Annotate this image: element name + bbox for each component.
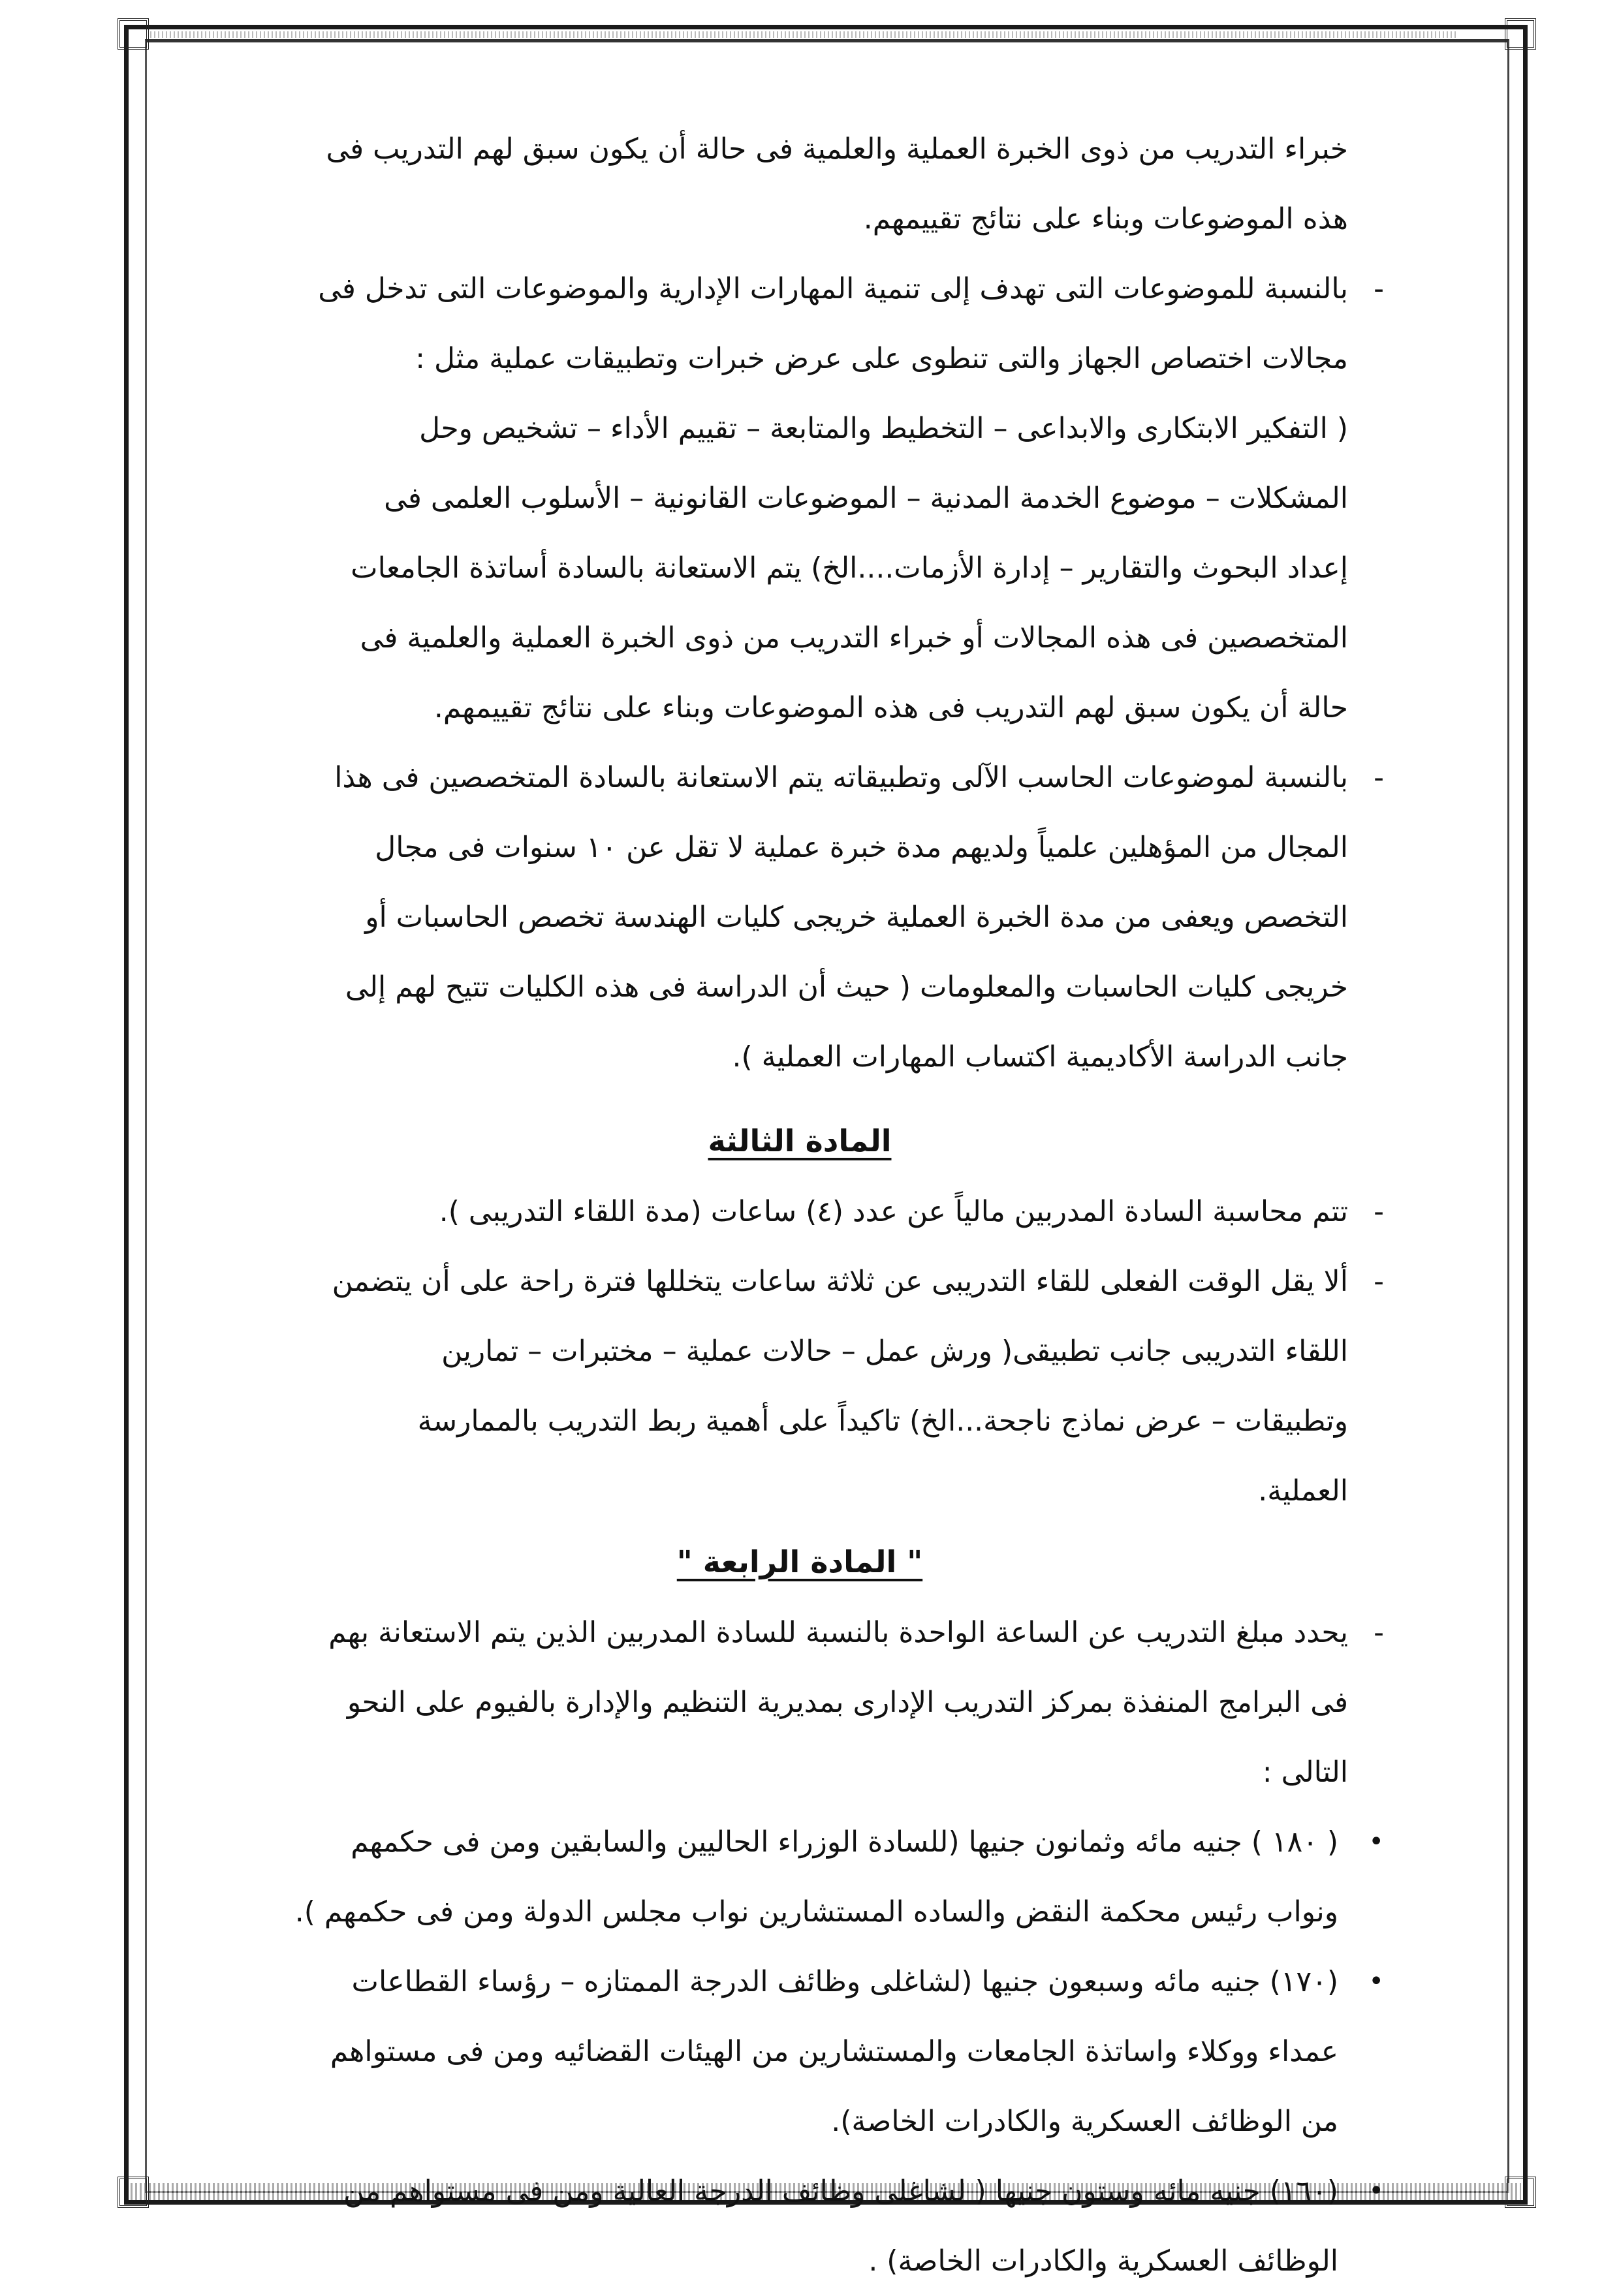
article-four-intro xyxy=(215,1598,1384,1807)
list-item-computer xyxy=(215,743,1384,1092)
dash-marker: - xyxy=(1374,1616,1384,1649)
text-line: العملية. xyxy=(1258,1474,1348,1508)
text-line: بالنسبة لموضوعات الحاسب الآلى وتطبيقاته يتم الاستعانة بالسادة المتخصصين فى هذا xyxy=(334,761,1348,794)
corner-ornament-bottom-left xyxy=(118,2177,149,2208)
text-line: هذه الموضوعات وبناء على نتائج تقييمهم. xyxy=(863,202,1348,236)
text-line: ونواب رئيس محكمة النقض والساده المستشارين نواب مجلس الدولة ومن فى حكمهم ). xyxy=(294,1895,1338,1929)
article-three-item-1 xyxy=(215,1177,1384,1247)
text-line: بالنسبة للموضوعات التى تهدف إلى تنمية المهارات الإدارية والموضوعات التى تدخل فى xyxy=(318,272,1348,305)
text-line: المتخصصين فى هذه المجالات أو خبراء التدريب من ذوى الخبرة العملية والعلمية فى xyxy=(360,621,1348,655)
article-three-item-2 xyxy=(215,1247,1384,1526)
text-line: خريجى كليات الحاسبات والمعلومات ( حيث أن الدراسة فى هذه الكليات تتيح لهم إلى xyxy=(345,970,1348,1004)
text-line: فى البرامج المنفذة بمركز التدريب الإدارى بمديرية التنظيم والإدارة بالفيوم على النحو xyxy=(347,1686,1348,1719)
paragraph-intro xyxy=(215,114,1384,254)
text-line: (١٧٠) جنيه مائه وسبعون جنيها (لشاغلى وظائف الدرجة الممتازه – رؤساء القطاعات xyxy=(351,1965,1338,1998)
dash-marker: - xyxy=(1374,1195,1384,1228)
text-line: تتم محاسبة السادة المدربين مالياً عن عدد (٤) ساعات (مدة اللقاء التدريبى ). xyxy=(439,1195,1348,1228)
text-line: التالى : xyxy=(1262,1756,1348,1789)
page-border-hatch-top xyxy=(150,31,1456,38)
dash-marker: - xyxy=(1374,1265,1384,1298)
text-line: ألا يقل الوقت الفعلى للقاء التدريبى عن ثلاثة ساعات يتخللها فترة راحة على أن يتضمن xyxy=(332,1265,1348,1298)
fee-bullet-160 xyxy=(215,2156,1384,2296)
heading-text: " المادة الرابعة " xyxy=(676,1544,923,1579)
text-line: التخصص ويعفى من مدة الخبرة العملية خريجى كليات الهندسة تخصص الحاسبات أو xyxy=(365,901,1348,934)
bullet-icon: • xyxy=(1368,1966,1384,1996)
dash-marker: - xyxy=(1374,761,1384,794)
text-line: ( ١٨٠ ) جنيه مائه وثمانون جنيها (للسادة الوزراء الحاليين والسابقين ومن فى حكمهم xyxy=(351,1825,1338,1859)
dash-marker: - xyxy=(1374,272,1384,305)
text-line: إعداد البحوث والتقارير – إدارة الأزمات....الخ) يتم الاستعانة بالسادة أساتذة الجامعات xyxy=(351,551,1348,585)
text-line: الوظائف العسكرية والكادرات الخاصة) . xyxy=(868,2244,1338,2278)
text-line: اللقاء التدريبى جانب تطبيقى( ورش عمل – حالات عملية – مختبرات – تمارين xyxy=(441,1335,1348,1368)
text-line: وتطبيقات – عرض نماذج ناجحة...الخ) تاكيداً على أهمية ربط التدريب بالممارسة xyxy=(417,1404,1348,1438)
article-four-heading xyxy=(215,1526,1384,1598)
text-line: جانب الدراسة الأكاديمية اكتساب المهارات العملية ). xyxy=(732,1040,1348,1074)
text-line: المجال من المؤهلين علمياً ولديهم مدة خبرة عملية لا تقل عن ١٠ سنوات فى مجال xyxy=(375,831,1348,864)
text-line: عمداء ووكلاء واساتذة الجامعات والمستشارين من الهيئات القضائيه ومن فى مستواهم xyxy=(330,2035,1338,2068)
article-three-heading xyxy=(215,1105,1384,1177)
text-line: (١٦٠) جنيه مائه وستون جنيها ( لشاغلى وظائف الدرجة العالية ومن فى مستواهم من xyxy=(343,2175,1338,2208)
fee-bullet-170 xyxy=(215,1947,1384,2156)
bullet-icon: • xyxy=(1368,2176,1384,2206)
text-line: حالة أن يكون سبق لهم التدريب فى هذه الموضوعات وبناء على نتائج تقييمهم. xyxy=(433,691,1348,724)
text-line: خبراء التدريب من ذوى الخبرة العملية والعلمية فى حالة أن يكون سبق لهم التدريب فى xyxy=(326,132,1348,166)
fee-bullet-180 xyxy=(215,1807,1384,1947)
text-line: من الوظائف العسكرية والكادرات الخاصة). xyxy=(831,2105,1338,2138)
text-line: مجالات اختصاص الجهاز والتى تنطوى على عرض خبرات وتطبيقات عملية مثل : xyxy=(415,342,1348,375)
text-line: ( التفكير الابتكارى والابداعى – التخطيط والمتابعة – تقييم الأداء – تشخيص وحل xyxy=(419,412,1348,445)
corner-ornament-top-right xyxy=(1505,18,1536,50)
bullet-icon: • xyxy=(1368,1827,1384,1857)
corner-ornament-top-left xyxy=(118,18,149,50)
corner-ornament-bottom-right xyxy=(1505,2177,1536,2208)
text-line: يحدد مبلغ التدريب عن الساعة الواحدة بالنسبة للسادة المدربين الذين يتم الاستعانة بهم xyxy=(328,1616,1348,1649)
document-body xyxy=(215,114,1384,2296)
list-item-admin-skills xyxy=(215,254,1384,743)
text-line: المشكلات – موضوع الخدمة المدنية – الموضوعات القانونية – الأسلوب العلمى فى xyxy=(384,482,1348,515)
heading-text: المادة الثالثة xyxy=(708,1123,892,1158)
